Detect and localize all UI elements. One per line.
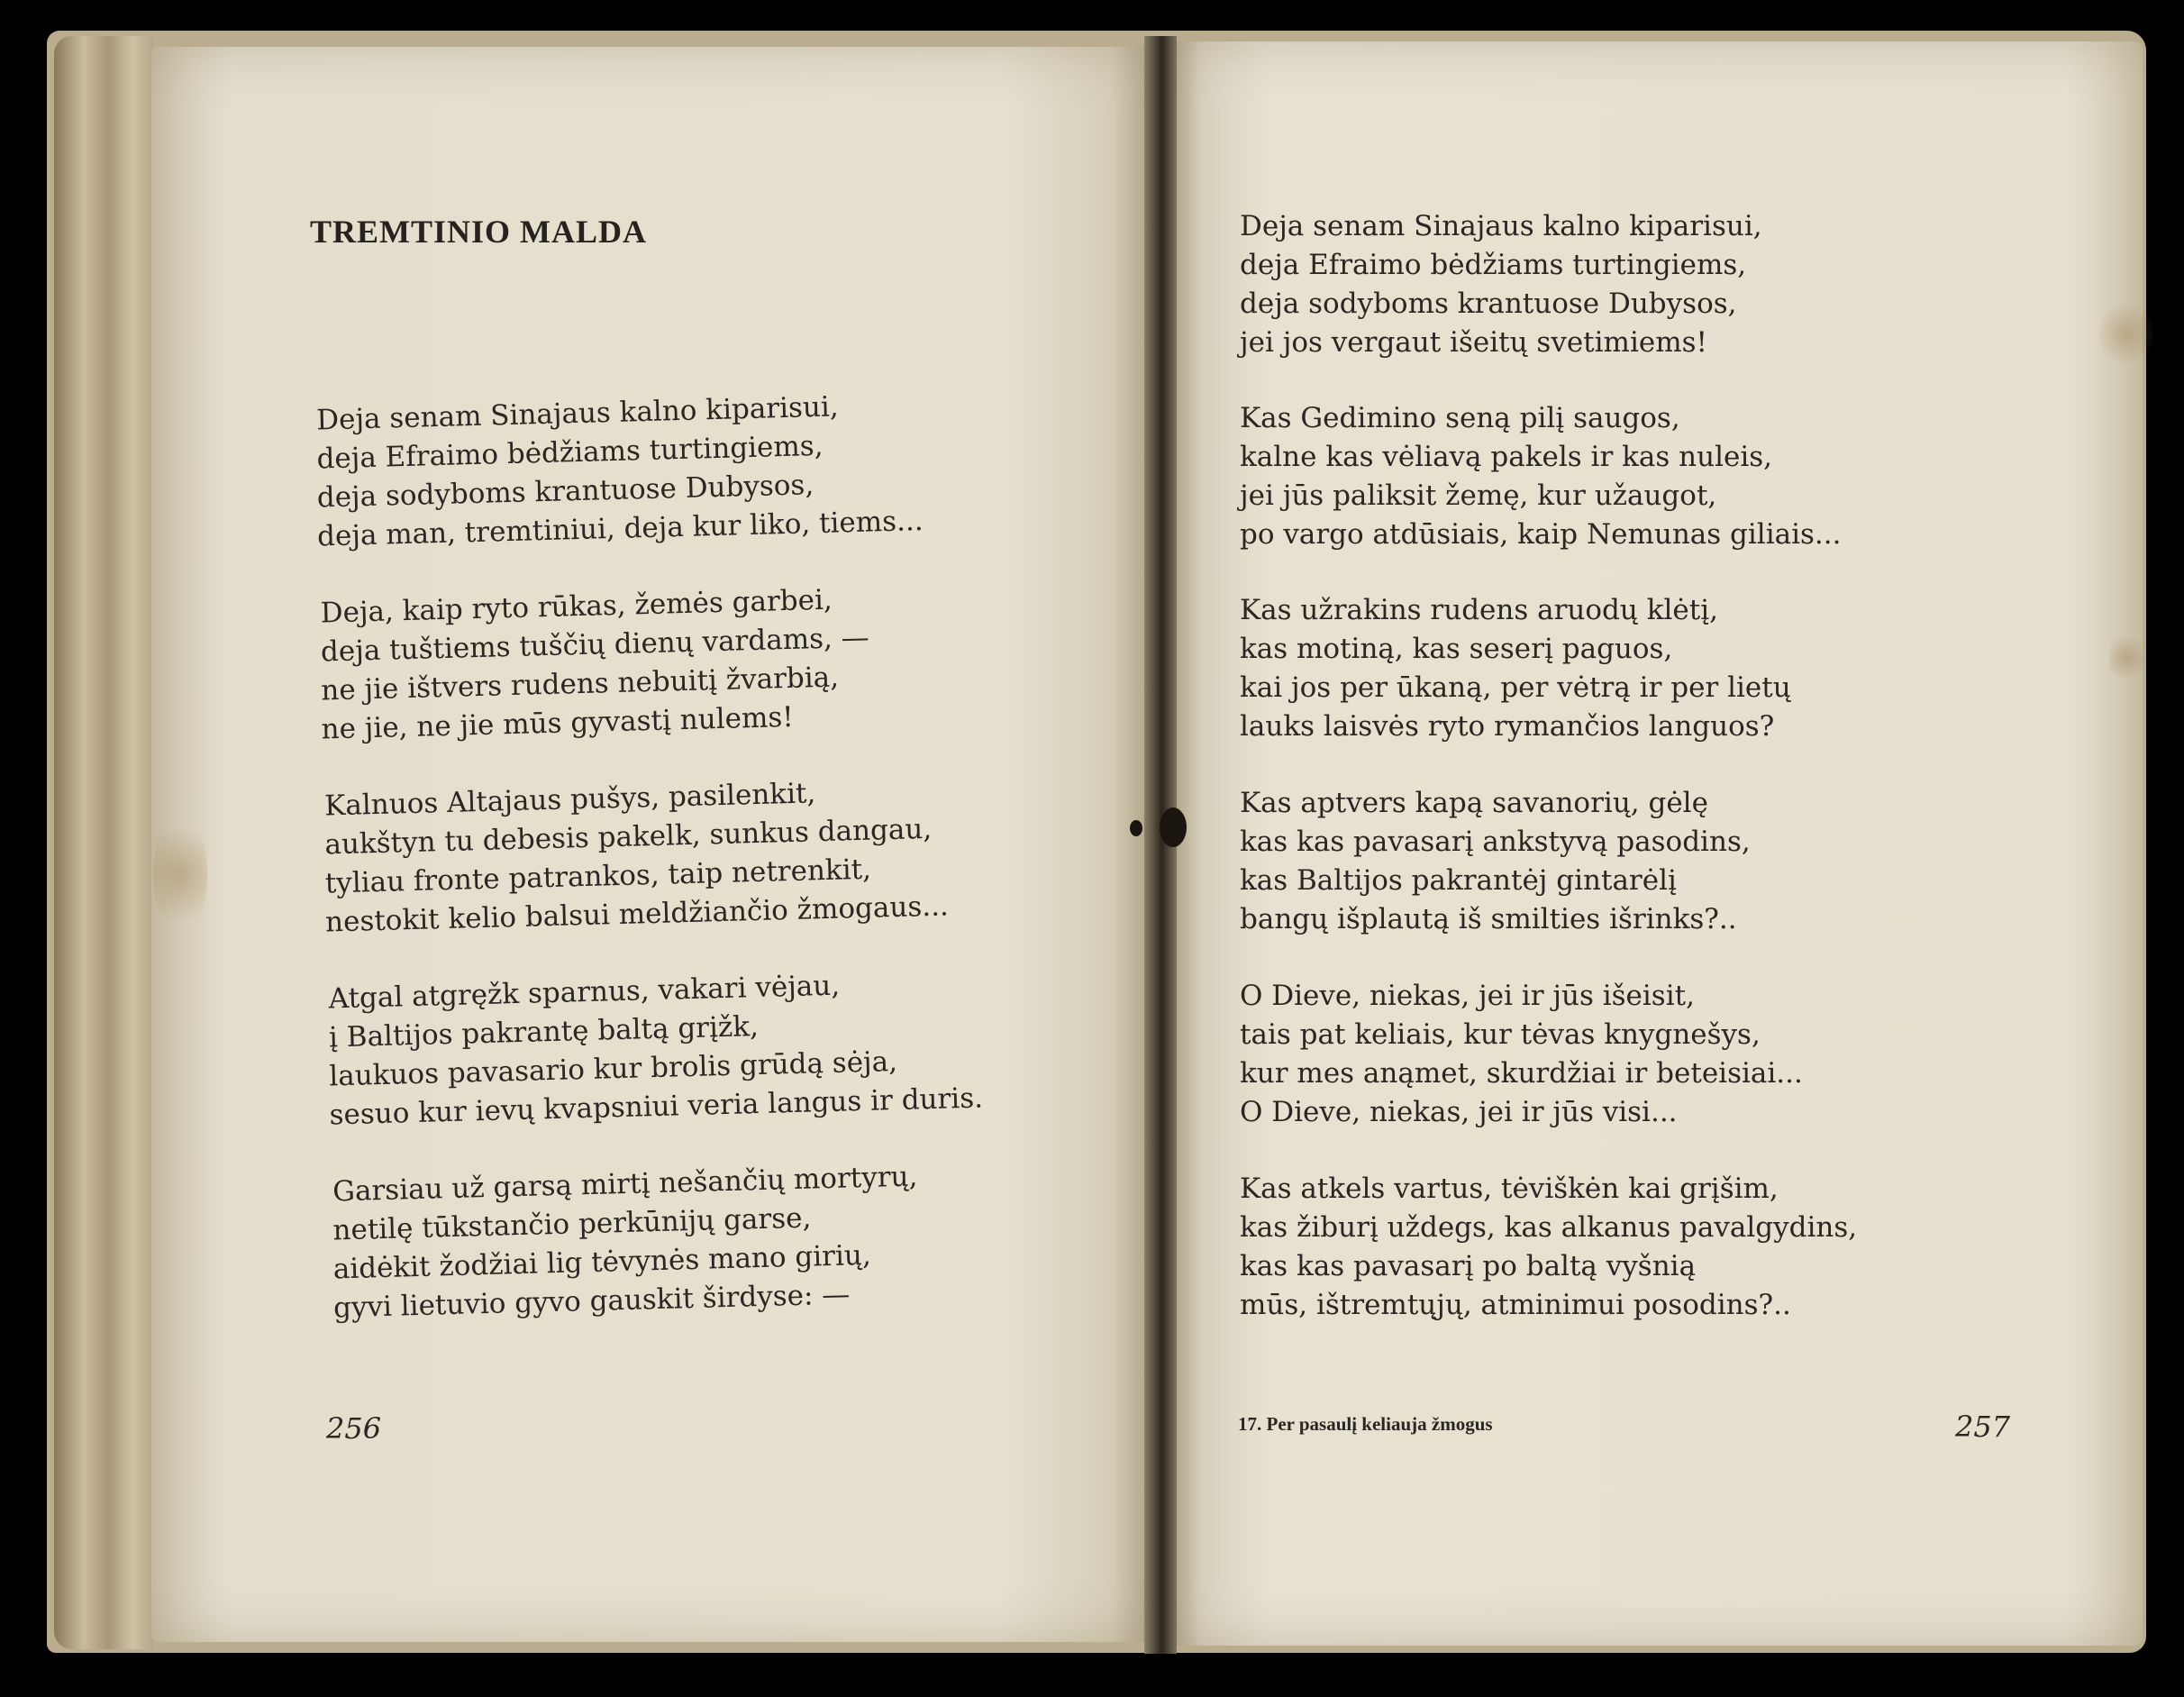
stain: [2099, 297, 2153, 370]
poem-line: po vargo atdūsiais, kaip Nemunas giliais...: [1240, 518, 1842, 551]
poem-line: kas kas pavasarį ankstyvą pasodins,: [1240, 826, 1751, 858]
poem-line: deja Efraimo bėdžiams turtingiems,: [1240, 249, 1747, 281]
poem-line: kalne kas vėliavą pakels ir kas nuleis,: [1240, 441, 1773, 473]
page-edges-left: [54, 36, 153, 1649]
poem-line: Garsiau už garsą mirtį nešančių mortyrų,: [332, 1160, 918, 1209]
footer-signature-note: 17. Per pasaulį keliauja žmogus: [1238, 1413, 1493, 1435]
poem-line: deja Efraimo bėdžiams turtingiems,: [316, 429, 824, 476]
poem-line: kas žiburį uždegs, kas alkanus pavalgydins,: [1240, 1211, 1858, 1244]
poem-line: Kalnuos Altajaus pušys, pasilenkit,: [323, 777, 816, 823]
poem-line: deja man, tremtiniui, deja kur liko, tiems...: [316, 504, 924, 553]
stain: [153, 811, 207, 937]
poem-line: kur mes anąmet, skurdžiai ir beteisiai...: [1240, 1057, 1803, 1090]
poem-line: nestokit kelio balsui meldžiančio žmogaus...: [324, 890, 950, 939]
stanza: [1240, 977, 1803, 1132]
poem-line: deja sodyboms krantuose Dubysos,: [1240, 287, 1737, 320]
poem-line: laukuos pavasario kur brolis grūdą sėja,: [328, 1045, 898, 1093]
poem-line: O Dieve, niekas, jei ir jūs išeisit,: [1240, 980, 1695, 1012]
poem-line: bangų išplautą iš smilties išrinks?..: [1240, 903, 1737, 935]
stanza: [315, 390, 924, 557]
stanza: [1240, 591, 1791, 746]
stanza: [320, 583, 870, 749]
poem-line: O Dieve, niekas, jei ir jūs visi...: [1240, 1096, 1678, 1128]
poem-line: kas kas pavasarį po baltą vyšnią: [1240, 1250, 1697, 1282]
poem-line: Kas Gedimino seną pilį saugos,: [1240, 402, 1680, 434]
stanza: [323, 777, 950, 943]
poem-title: TREMTINIO MALDA: [310, 214, 648, 250]
poem-line: Kas aptvers kapą savanorių, gėlę: [1240, 787, 1708, 819]
poem-line: kas Baltijos pakrantėj gintarėlį: [1240, 864, 1677, 897]
poem-line: netilę tūkstančio perkūnijų garse,: [332, 1201, 812, 1247]
poem-line: aukštyn tu debesis pakelk, sunkus dangau,: [324, 812, 933, 862]
poem-line: aidėkit žodžiai lig tėvynės mano girių,: [332, 1238, 872, 1286]
binding-hole: [1160, 807, 1187, 847]
poem-line: jei jos vergaut išeitų svetimiems!: [1240, 326, 1707, 359]
poem-line: gyvi lietuvio gyvo gauskit širdyse: —: [332, 1278, 851, 1325]
stanza: [1240, 399, 1842, 554]
poem-line: tais pat keliais, kur tėvas knygnešys,: [1240, 1018, 1761, 1051]
poem-line: Kas užrakins rudens aruodų klėtį,: [1240, 594, 1718, 626]
poem-line: ne jie ištvers rudens nebuitį žvarbią,: [320, 661, 840, 707]
poem-line: Kas atkels vartus, tėviškėn kai grįšim,: [1240, 1172, 1779, 1205]
stanza: [1240, 207, 1762, 362]
poem-line: Atgal atgręžk sparnus, vakari vėjau,: [328, 969, 841, 1016]
poem-line: Deja senam Sinajaus kalno kiparisui,: [315, 390, 840, 437]
bleed-through: [1036, 397, 1126, 1027]
poem-line: mūs, ištremtųjų, atminimui posodins?..: [1240, 1289, 1791, 1321]
poem-line: kas motiną, kas seserį paguos,: [1240, 633, 1673, 665]
poem-line: deja sodyboms krantuose Dubysos,: [316, 469, 814, 515]
page-number-right: 257: [1955, 1410, 2011, 1444]
stanza: [1240, 1170, 1857, 1325]
stanza: [328, 969, 984, 1135]
poem-line: sesuo kur ievų kvapsniui veria langus ir duris.: [329, 1081, 984, 1132]
stanza: [1240, 784, 1751, 939]
page-number-left: 256: [326, 1411, 382, 1446]
poem-line: ne jie, ne jie mūs gyvastį nulems!: [321, 700, 795, 746]
poem-line: kai jos per ūkaną, per vėtrą ir per lietų: [1240, 671, 1791, 704]
poem-line: į Baltijos pakrantę baltą grįžk,: [328, 1009, 760, 1054]
stanza: [332, 1160, 919, 1328]
poem-line: Deja senam Sinajaus kalno kiparisui,: [1240, 210, 1762, 242]
stain: [2108, 631, 2144, 685]
poem-line: lauks laisvės ryto rymančios languos?: [1240, 710, 1775, 743]
poem-line: tyliau fronte patrankos, taip netrenkit,: [324, 853, 872, 900]
poem-line: jei jūs paliksit žemę, kur užaugot,: [1240, 479, 1717, 512]
binding-hole-small: [1130, 820, 1142, 836]
poem-line: Deja, kaip ryto rūkas, žemės garbei,: [320, 583, 833, 630]
poem-line: deja tuštiems tuščių dienų vardams, —: [320, 621, 870, 669]
